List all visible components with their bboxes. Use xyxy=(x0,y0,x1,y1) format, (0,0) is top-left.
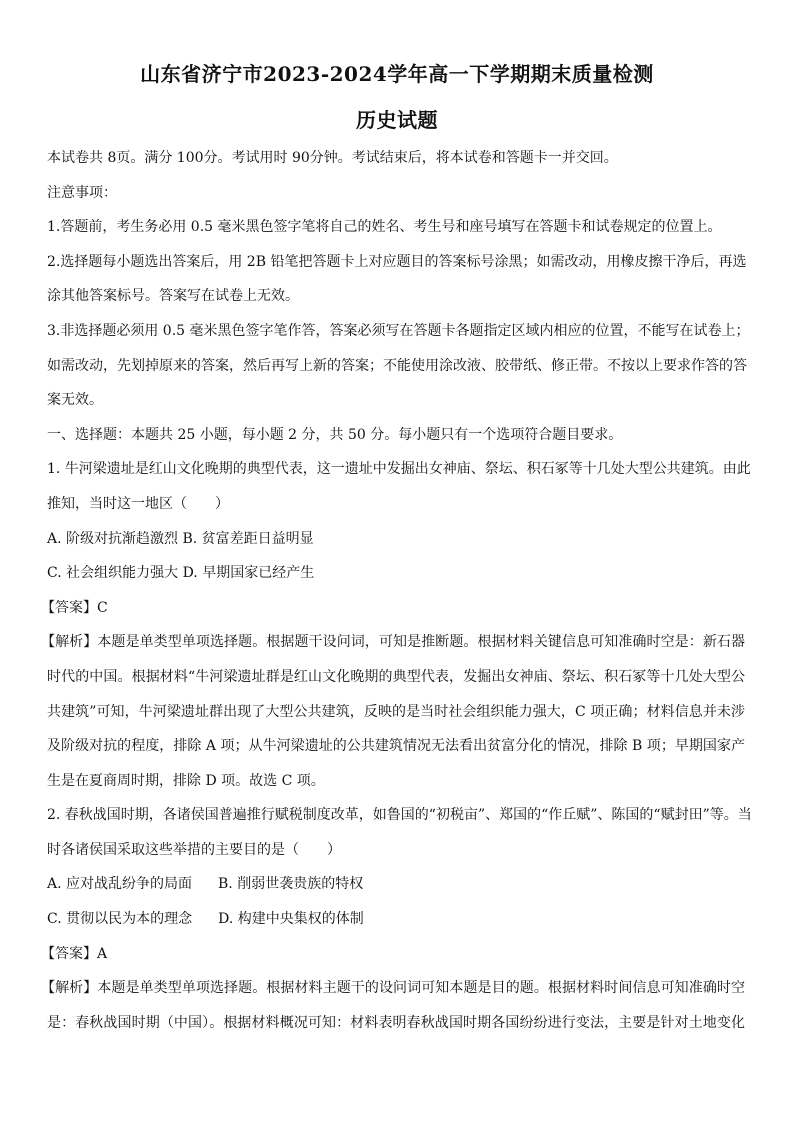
notice-1: 1.答题前，考生务必用 0.5 毫米黑色签字笔将自己的姓名、考生号和座号填写在答题卡和试卷规定的位置上。 xyxy=(47,219,722,236)
question-1-stem: 推知，当时这一地区（ ） xyxy=(47,495,229,512)
notice-2-line: 涂其他答案标号。答案写在试卷上无效。 xyxy=(47,288,299,305)
notice-3-line: 3.非选择题必须用 0.5 毫米黑色签字笔作答，答案必须写在答题卡各题指定区域内相应的位置，不能写在试卷上； xyxy=(47,322,750,339)
question-1-stem: 1. 牛河梁遗址是红山文化晚期的典型代表，这一遗址中发掘出女神庙、祭坛、积石冢等十几处大型公共建筑。由此 xyxy=(47,461,751,478)
question-2-analysis: 【解析】本题是单类型单项选择题。根据材料主题干的设问词可知本题是目的题。根据材料时间信息可知准确时空 xyxy=(41,980,745,997)
option-b: B. 贫富差距日益明显 xyxy=(182,530,314,547)
question-2-stem: 时各诸侯国采取这些举措的主要目的是（ ） xyxy=(47,841,341,858)
section-heading: 一、选择题：本题共 25 小题，每小题 2 分，共 50 分。每小题只有一个选项符合题目要求。 xyxy=(47,426,623,443)
notice-2-line: 2.选择题每小题选出答案后，用 2B 铅笔把答题卡上对应题目的答案标号涂黑；如需改动，用橡皮擦干净后，再选 xyxy=(47,253,747,270)
question-1-analysis: 生是在夏商周时期，排除 D 项。故选 C 项。 xyxy=(47,772,325,789)
question-2-options-row xyxy=(47,909,745,944)
question-1-answer: 【答案】C xyxy=(41,599,108,616)
document-subtitle: 历史试题 xyxy=(356,108,438,132)
notice-heading: 注意事项： xyxy=(47,184,117,201)
question-1-options-row xyxy=(47,529,745,564)
document-body xyxy=(41,148,752,1047)
question-1-analysis: 及阶级对抗的程度，排除 A 项；从牛河梁遗址的公共建筑情况无法看出贫富分化的情况，排除 B 项；早期国家产 xyxy=(47,738,745,755)
question-1-analysis: 时代的中国。根据材料“牛河梁遗址群是红山文化晚期的典型代表，发掘出女神庙、祭坛、积石冢等十几处大型公 xyxy=(47,668,745,685)
option-c: C. 贯彻以民为本的理念 xyxy=(47,911,193,928)
question-1-analysis: 共建筑”可知，牛河梁遗址群出现了大型公共建筑，反映的是当时社会组织能力强大，C 项正确；材料信息并未涉 xyxy=(47,703,745,720)
document-title: 山东省济宁市2023-2024学年高一下学期期末质量检测 xyxy=(140,62,654,86)
notice-3-line: 如需改动，先划掉原来的答案，然后再写上新的答案；不能使用涂改液、胶带纸、修正带。不按以上要求作答的答 xyxy=(47,357,747,374)
option-d: D. 构建中央集权的体制 xyxy=(218,911,364,928)
question-2-analysis: 是：春秋战国时期（中国）。根据材料概况可知：材料表明春秋战国时期各国纷纷进行变法，主要是针对土地变化 xyxy=(47,1014,745,1031)
question-2-answer: 【答案】A xyxy=(41,945,108,962)
intro-text: 本试卷共 8页。满分 100分。考试用时 90分钟。考试结束后，将本试卷和答题卡一并交回。 xyxy=(47,150,618,166)
question-1-options-row xyxy=(47,563,745,598)
option-d: D. 早期国家已经产生 xyxy=(182,565,315,582)
question-2-options-row xyxy=(47,874,745,909)
question-2-stem: 2. 春秋战国时期，各诸侯国普遍推行赋税制度改革，如鲁国的“初税亩”、郑国的“作丘赋”、陈国的“赋封田”等。当 xyxy=(47,807,752,824)
option-a: A. 应对战乱纷争的局面 xyxy=(47,876,193,893)
question-1-analysis: 【解析】本题是单类型单项选择题。根据题干设问词，可知是推断题。根据材料关键信息可知准确时空是：新石器 xyxy=(41,634,745,651)
option-b: B. 削弱世袭贵族的特权 xyxy=(218,876,364,893)
option-a: A. 阶级对抗渐趋激烈 xyxy=(47,530,179,547)
notice-3-line: 案无效。 xyxy=(47,392,103,409)
option-c: C. 社会组织能力强大 xyxy=(47,565,179,582)
